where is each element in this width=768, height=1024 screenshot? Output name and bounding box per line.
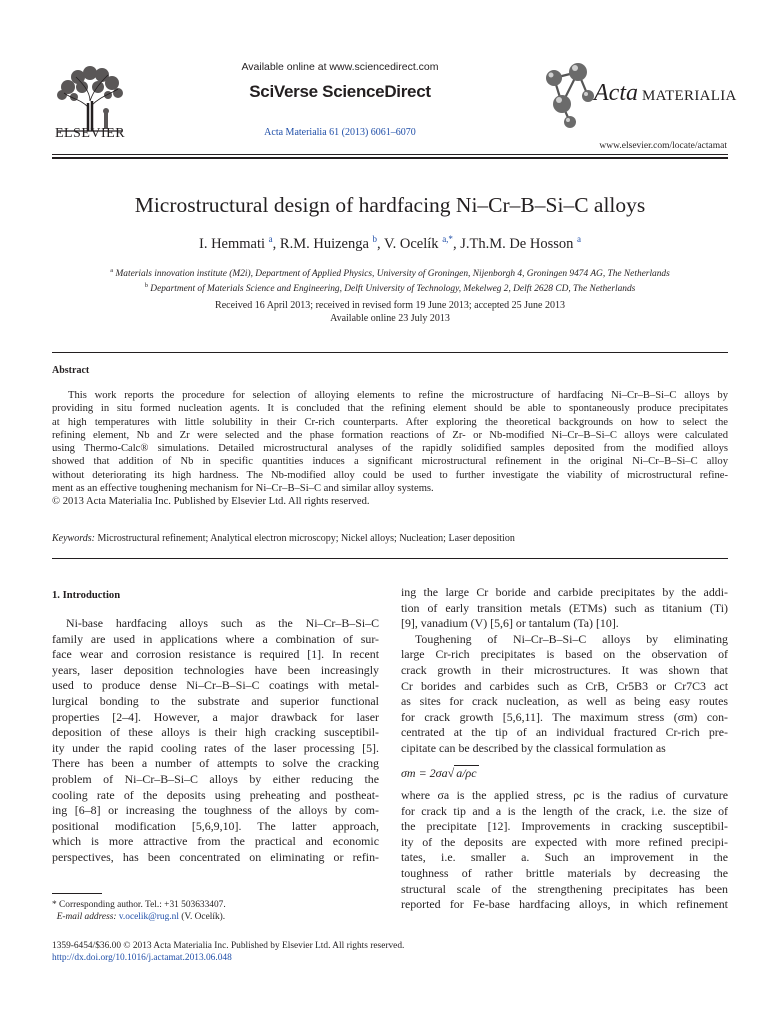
abstract-copyright: © 2013 Acta Materialia Inc. Published by Elsevier Ltd. All rights reserved. (52, 496, 370, 508)
body-line: crack growth in their microstructures. It was shown that (401, 662, 728, 677)
equation-max-stress (401, 765, 479, 781)
header-divider-thick (52, 157, 728, 159)
abstract-line: providing in situ formed nucleation agents. It is concluded that the refining element should be able to spontaneously produce precipitates (52, 403, 728, 415)
available-online-text[interactable]: Available online at www.sciencedirect.com (241, 61, 439, 73)
body-line: cooling rate of the deposits using preheating and postheat- (52, 787, 379, 802)
abstract-body (52, 389, 728, 509)
abstract-divider-bottom (52, 558, 728, 559)
body-line: Ni-base hardfacing alloys such as the Ni–Cr–B–Si–C (66, 616, 379, 630)
body-line: years, laser deposition technologies have been increasingly (52, 662, 379, 677)
body-line: ing the large Cr boride and carbide precipitates by the addi- (401, 585, 728, 599)
keywords-label: Keywords: (52, 533, 95, 544)
abstract-line: using Thermo-Calc® simulations. Detailed microstructural analyses of the rapidly solidified samples deposited from the modified alloys (52, 443, 728, 455)
body-line: ity under the rapid cooling rates of the laser processing [5]. (52, 740, 379, 755)
header-divider (52, 154, 728, 155)
body-line: for crack tip and a is the length of the crack, i.e. the size of (401, 803, 728, 818)
acta-molecule-logo (540, 58, 600, 130)
author-affiliation-mark[interactable]: a (268, 234, 273, 244)
abstract-line: at high temperatures with little solubility in their Cr-rich counterparts. After exploring the theoretical backgrounds on how to select the (52, 416, 728, 428)
author-name: V. Ocelík (384, 235, 439, 252)
page-footer (52, 940, 728, 964)
abstract-line: showed that addition of Nb in specific quantities induces a significant microstructural refinement in the original Ni–Cr–B–Si–C alloy (52, 456, 728, 468)
equation-lhs: σm = 2σa (401, 766, 448, 780)
publisher-name: ELSEVIER (54, 126, 126, 141)
body-line: structural scale of the strengthening precipitates has been (401, 881, 728, 896)
affiliation-mark: b (144, 282, 148, 290)
journal-homepage-link[interactable]: www.elsevier.com/locate/actamat (599, 141, 727, 151)
abstract-line: This work reports the procedure for selection of alloying elements to refine the microstructure of hardfacing Ni–Cr–B–Si–C alloys by (68, 390, 728, 401)
email-label: E-mail address: (56, 912, 117, 922)
keywords (52, 533, 728, 544)
footnote-divider (52, 893, 102, 894)
author-name: J.Th.M. De Hosson (460, 235, 574, 252)
body-line: where σa is the applied stress, ρc is the radius of curvature (401, 788, 728, 802)
keywords-text: Microstructural refinement; Analytical electron microscopy; Nickel alloys; Nucleation; Laser deposition (97, 533, 515, 544)
affiliation-text: Materials innovation institute (M2i), Department of Applied Physics, University of Groningen, Nijenborgh 4, Groningen 9474 AG, The Netherlands (115, 269, 670, 280)
body-column-left (52, 616, 379, 866)
body-line: toughness of rather brittle materials by decreasing the (401, 865, 728, 880)
abstract-line: without deteriorating its high hardness. The Nb-modified alloy could be used to further investigate the viability of microstructural refine- (52, 469, 728, 481)
body-line: [9], vanadium (V) [5,6] or tantalum (Ta) [10]. (401, 616, 619, 631)
body-line: face wear and corrosion resistance is required [1]. In recent (52, 647, 379, 662)
body-line: tion of early transition metals (ETMs) such as titanium (Ti) (401, 600, 728, 615)
affiliation-line (52, 280, 728, 295)
body-line: There has been a number of attempts to solve the cracking (52, 756, 379, 771)
online-date: Available online 23 July 2013 (330, 313, 450, 324)
paper-title: Microstructural design of hardfacing Ni–Cr–B–Si–C alloys (134, 193, 646, 217)
corresponding-author: * Corresponding author. Tel.: +31 503633407. (52, 900, 226, 910)
journal-reference-link[interactable]: Acta Materialia 61 (2013) 6061–6070 (264, 127, 416, 138)
abstract-line: refining element, Nb and Zr were selected and the phase formation reactions of Zr- or Nb-modified Ni–Cr–B–Si–C alloys were calculated (52, 429, 728, 441)
affiliations (52, 265, 728, 295)
author-affiliation-mark[interactable]: a,* (442, 234, 453, 244)
affiliation-mark: a (110, 267, 114, 274)
body-line: used to produce dense Ni–Cr–B–Si–C coatings with metal- (52, 678, 379, 693)
body-line: the precipitate [12]. Improvements in cracking susceptibil- (401, 819, 728, 834)
body-line: properties [2–4]. However, a major drawback for laser (52, 709, 379, 724)
body-line: problem of Ni–Cr–B–Si–C alloys by either reducing the (52, 771, 379, 786)
body-line: large Cr-rich precipitates is based on the observation of (401, 647, 728, 662)
body-line: as sites for crack nucleation, as well as being easy routes (401, 694, 728, 709)
author-affiliation-mark[interactable]: b (372, 234, 378, 244)
doi-link[interactable]: http://dx.doi.org/10.1016/j.actamat.2013.06.048 (52, 953, 232, 963)
body-line: Cr borides and carbides such as CrB, Cr5B3 or Cr7C3 act (401, 678, 728, 693)
article-dates (52, 299, 728, 325)
abstract-divider-top (52, 352, 728, 353)
email-line (52, 911, 379, 923)
journal-logo-word-materialia: MATERIALIA (641, 88, 737, 104)
author-affiliation-mark[interactable]: a (577, 234, 581, 244)
section-heading: 1. Introduction (52, 590, 121, 601)
body-line: tates, i.e. smaller a. Such an improvement in the (401, 850, 728, 865)
email-owner: (V. Ocelík). (181, 912, 226, 922)
sqrt-sign: √ (447, 766, 455, 780)
affiliation-text: Department of Materials Science and Engineering, Delft University of Technology, Mekelweg 2, Delft 2628 CD, The Netherlands (150, 284, 636, 295)
corresponding-author-footnote (52, 899, 379, 923)
abstract-line: ment as an effective toughening mechanism for Ni–Cr–B–Si–C and similar alloy systems. (52, 483, 434, 495)
body-line: Toughening of Ni–Cr–B–Si–C alloys by eliminating (415, 631, 728, 646)
issn-copyright: 1359-6454/$36.00 © 2013 Acta Materialia Inc. Published by Elsevier Ltd. All rights reserved. (52, 941, 405, 951)
body-line: lurgical bonding to the substrate and superior functional (52, 693, 379, 708)
body-line: centrated at the tip of an individual fractured Cr-rich pre- (401, 725, 728, 740)
abstract-heading: Abstract (52, 365, 90, 376)
author-list: I. Hemmati $^a$, R.M. Huizenga $^b$, V. Ocelík $^{a,*}$, J.Th.M. De Hosson $^a$ (199, 234, 581, 252)
body-line: positional modification [5,6,9,10]. The latter approach, (52, 818, 379, 833)
body-column-right (401, 585, 728, 757)
body-line: family are used in applications where a combination of sur- (52, 631, 379, 646)
author-name: R.M. Huizenga (279, 235, 369, 252)
body-line: ing [6–8] or increasing the toughness of the alloys by com- (52, 803, 379, 818)
affiliation-line (52, 265, 728, 280)
body-line: deposition of these alloys is their high cracking susceptibil- (52, 725, 379, 740)
body-line: perspectives, has been concentrated on eliminating or refin- (52, 849, 379, 864)
received-dates: Received 16 April 2013; received in revised form 19 June 2013; accepted 25 June 2013 (215, 300, 565, 311)
body-line: reported for Fe-base hardfacing alloys, in which refinement (401, 897, 728, 912)
journal-logo-word-acta: Acta (594, 80, 638, 106)
body-line: which is more attractive from the practical and economic (52, 834, 379, 849)
sciverse-logo-text: SciVerse ScienceDirect (249, 82, 431, 101)
body-line: ity of the deposits are expected with more refined precipi- (401, 834, 728, 849)
equation-radicand: a/ρc (456, 766, 477, 780)
body-line: for crack growth [5,6,11]. The maximum stress (σm) con- (401, 709, 728, 724)
body-line: cipitate can be described by the classical formulation as (401, 740, 666, 755)
journal-logo-title (594, 80, 737, 107)
body-column-right-continued (401, 788, 728, 913)
author-name: I. Hemmati (199, 235, 266, 252)
email-link[interactable]: v.ocelik@rug.nl (118, 912, 179, 922)
